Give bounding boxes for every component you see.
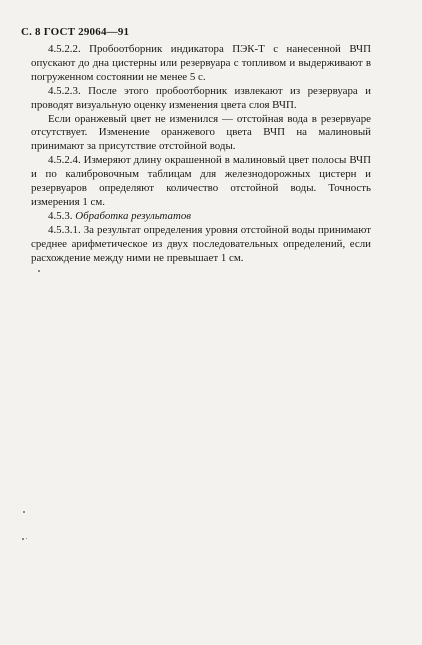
page-header: С. 8 ГОСТ 29064—91 — [21, 26, 130, 38]
section-number: 4.5.3. — [48, 209, 73, 222]
scan-speck — [38, 270, 40, 272]
section-heading-4-5-3 — [31, 210, 371, 224]
scan-speck — [23, 511, 25, 513]
paragraph-4-5-2-4: 4.5.2.4. Измеряют длину окрашенной в малиновый цвет полосы ВЧП и по калибровочным таблицам для железнодорожных цистерн и резервуаров определяют количество отстойной воды. Точность измерения 1 см. — [31, 154, 371, 208]
document-body — [31, 43, 371, 266]
paragraph-4-5-2-3: 4.5.2.3. После этого пробоотборник извлекают из резервуара и проводят визуальную оценку изменения цвета слоя ВЧП. — [31, 84, 371, 111]
scan-speck — [22, 538, 24, 540]
paragraph-4-5-3-1: 4.5.3.1. За результат определения уровня отстойной воды принимают среднее арифметическое из двух последовательных определений, если расхождение между ними не превышает 1 см. — [31, 223, 371, 264]
section-title: Обработка результатов — [75, 209, 192, 222]
paragraph-orange-color: Если оранжевый цвет не изменился — отстойная вода в резервуаре отсутствует. Изменение оранжевого цвета ВЧП на малиновый принимают за присутствие отстойной воды. — [31, 112, 371, 153]
paragraph-4-5-2-2: 4.5.2.2. Пробоотборник индикатора ПЭК-Т с нанесенной ВЧП опускают до дна цистерны или резервуара с топливом и выдерживают в погруженном состоянии не менее 5 с. — [31, 43, 371, 83]
scan-speck — [26, 538, 27, 539]
